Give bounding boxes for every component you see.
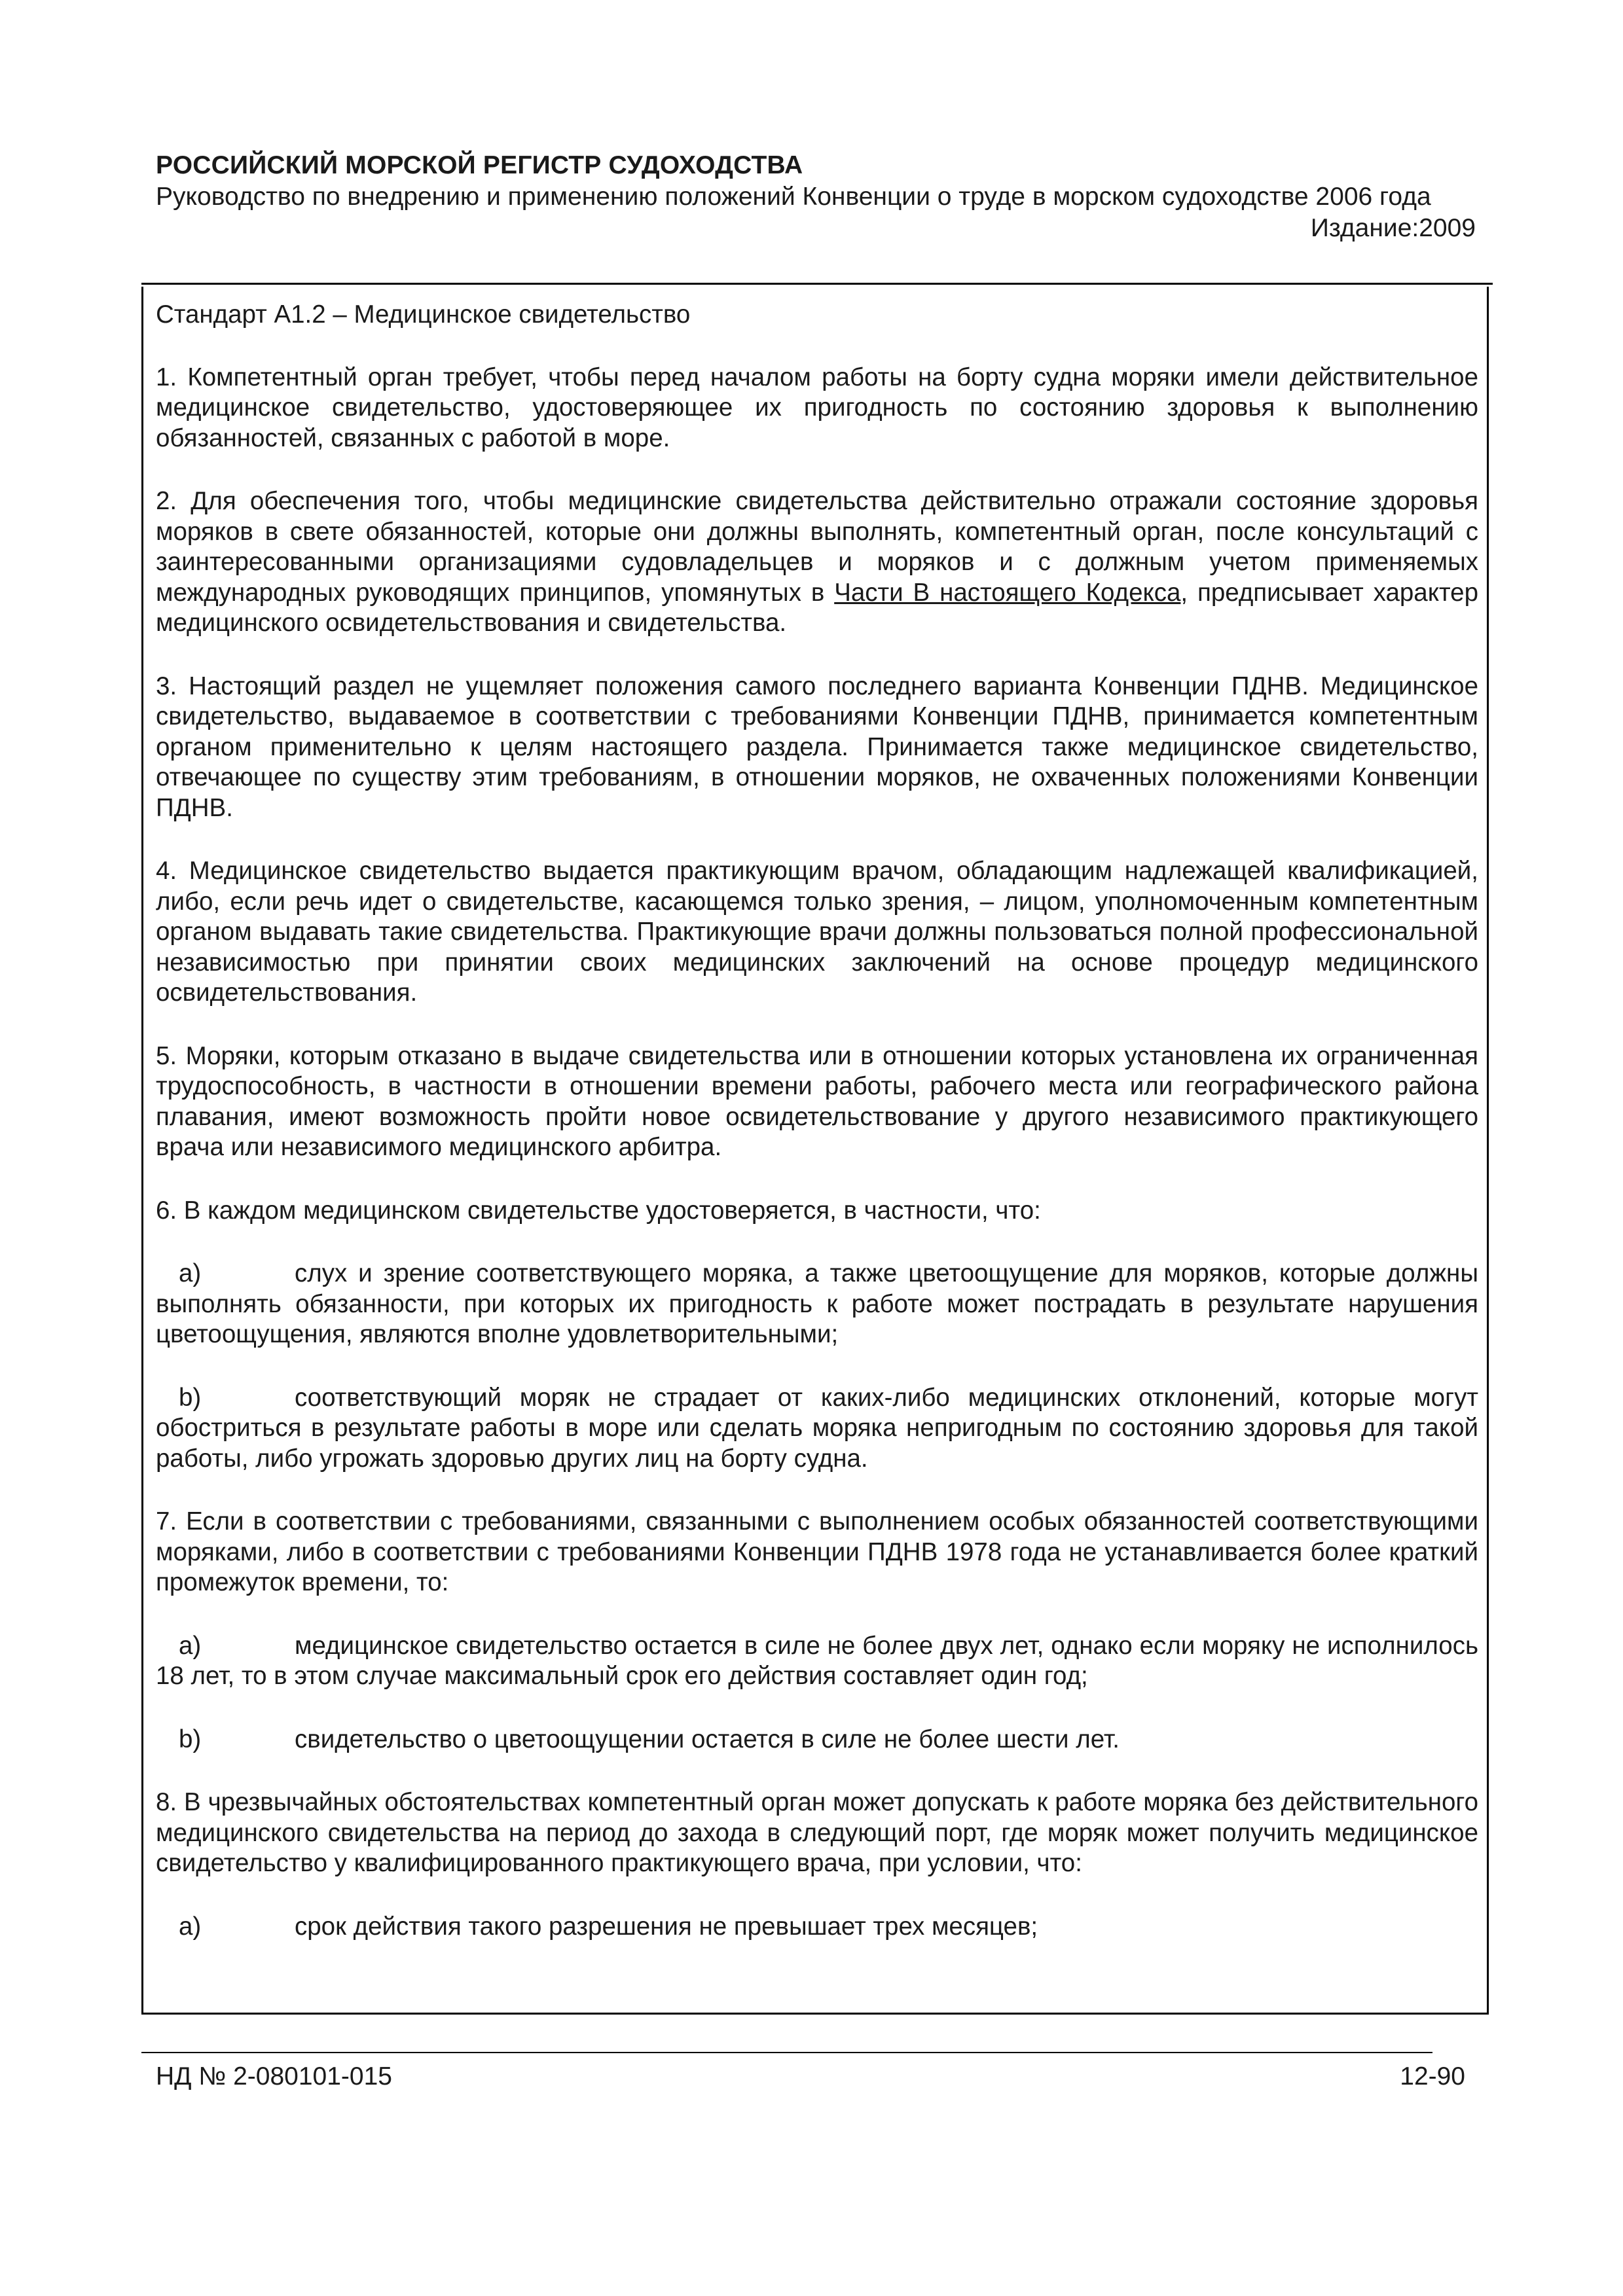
edition-label: Издание:2009: [1310, 214, 1476, 242]
paragraph-8: 8. В чрезвычайных обстоятельствах компетентный орган может допускать к работе моряка без действительного медицинского свидетельства на период до захода в следующий порт, где моряк может получить медицинское свидетельство у квалифицированного практикующего врача, при условии, что:: [156, 1788, 1478, 1877]
paragraph-7-item-a: [156, 1631, 1478, 1692]
item-text: слух и зрение соответствующего моряка, а также цветоощущение для моряков, которые должны выполнять обязанности, при которых их пригодность к работе может пострадать в результате нарушения цветоощущения, являются вполне удовлетворительными;: [156, 1259, 1478, 1348]
paragraph-6-item-a: [156, 1259, 1478, 1350]
header-divider: [141, 283, 1493, 285]
standard-body: [156, 300, 1478, 1975]
item-text: срок действия такого разрешения не превышает трех месяцев;: [295, 1912, 1038, 1941]
paragraph-3: 3. Настоящий раздел не ущемляет положения самого последнего варианта Конвенции ПДНВ. Медицинское свидетельство, выдаваемое в соответствии с требованиями Конвенции ПДНВ, принимается компетентным органом применительно к целям настоящего раздела. Принимается также медицинское свидетельство, отвечающее по существу этим требованиям, в отношении моряков, не охваченных положениями Конвенции ПДНВ.: [156, 672, 1478, 822]
paragraph-2: [156, 486, 1478, 639]
paragraph-6-item-b: [156, 1383, 1478, 1475]
part-b-link[interactable]: Части В настоящего Кодекса: [834, 578, 1181, 607]
page-number: 12-90: [1400, 2062, 1465, 2090]
page-header: [156, 149, 1478, 243]
paragraph-8-item-a: [156, 1912, 1478, 1943]
paragraph-5: 5. Моряки, которым отказано в выдаче свидетельства или в отношении которых установлена их ограниченная трудоспособность, в частности в отношении времени работы, рабочего места или географического района плавания, имеют возможность пройти новое освидетельствование у другого независимого практикующего врача или независимого медицинского арбитра.: [156, 1041, 1478, 1161]
paragraph-7: 7. Если в соответствии с требованиями, связанными с выполнением особых обязанностей соответствующими моряками, либо в соответствии с требованиями Конвенции ПДНВ 1978 года не устанавливается более краткий промежуток времени, то:: [156, 1507, 1478, 1596]
item-label: a): [179, 1631, 202, 1660]
item-label: b): [179, 1725, 202, 1753]
item-text: свидетельство о цветоощущении остается в силе не более шести лет.: [295, 1725, 1120, 1753]
paragraph-1: 1. Компетентный орган требует, чтобы перед началом работы на борту судна моряки имели действительное медицинское свидетельство, удостоверяющее их пригодность по состоянию здоровья к выполнению обязанностей, связанных с работой в море.: [156, 363, 1478, 452]
item-label: a): [179, 1259, 202, 1287]
document-number: НД № 2-080101-015: [156, 2062, 392, 2090]
standard-title: Стандарт А1.2 – Медицинское свидетельство: [156, 300, 691, 329]
item-label: a): [179, 1912, 202, 1941]
paragraph-6: 6. В каждом медицинском свидетельстве удостоверяется, в частности, что:: [156, 1196, 1041, 1225]
organization-title: РОССИЙСКИЙ МОРСКОЙ РЕГИСТР СУДОХОДСТВА: [156, 151, 803, 179]
paragraph-2-text-start: 2. Для обеспечения того, чтобы медицинские свидетельства действительно отражали состояние здоровья моряков в свете обязанностей, которые они должны выполнять, компетентный орган, после консультаций с заинтересованными организациями судовладельцев и моряков и с должным учетом применяемых международных руководящих принципов, упомянутых в: [156, 487, 1478, 607]
item-text: соответствующий моряк не страдает от каких-либо медицинских отклонений, которые могут обостриться в результате работы в море или сделать моряка непригодным по состоянию здоровья для такой работы, либо угрожать здоровью других лиц на борту судна.: [156, 1383, 1478, 1473]
document-subtitle: Руководство по внедрению и применению положений Конвенции о труде в морском судоходстве 2006 года: [156, 183, 1431, 211]
footer-divider: [141, 2052, 1432, 2053]
item-label: b): [179, 1383, 202, 1412]
paragraph-4: 4. Медицинское свидетельство выдается практикующим врачом, обладающим надлежащей квалификацией, либо, если речь идет о свидетельстве, касающемся только зрения, – лицом, уполномоченным компетентным органом выдавать такие свидетельства. Практикующие врачи должны пользоваться полной профессиональной независимостью при принятии своих медицинских заключений на основе процедур медицинского освидетельствования.: [156, 857, 1478, 1007]
item-text: медицинское свидетельство остается в силе не более двух лет, однако если моряку не исполнилось 18 лет, то в этом случае максимальный срок его действия составляет один год;: [156, 1631, 1478, 1690]
paragraph-2-text-end: , предписывает характер медицинского освидетельствования и свидетельства.: [156, 578, 1478, 637]
paragraph-7-item-b: [156, 1725, 1478, 1755]
